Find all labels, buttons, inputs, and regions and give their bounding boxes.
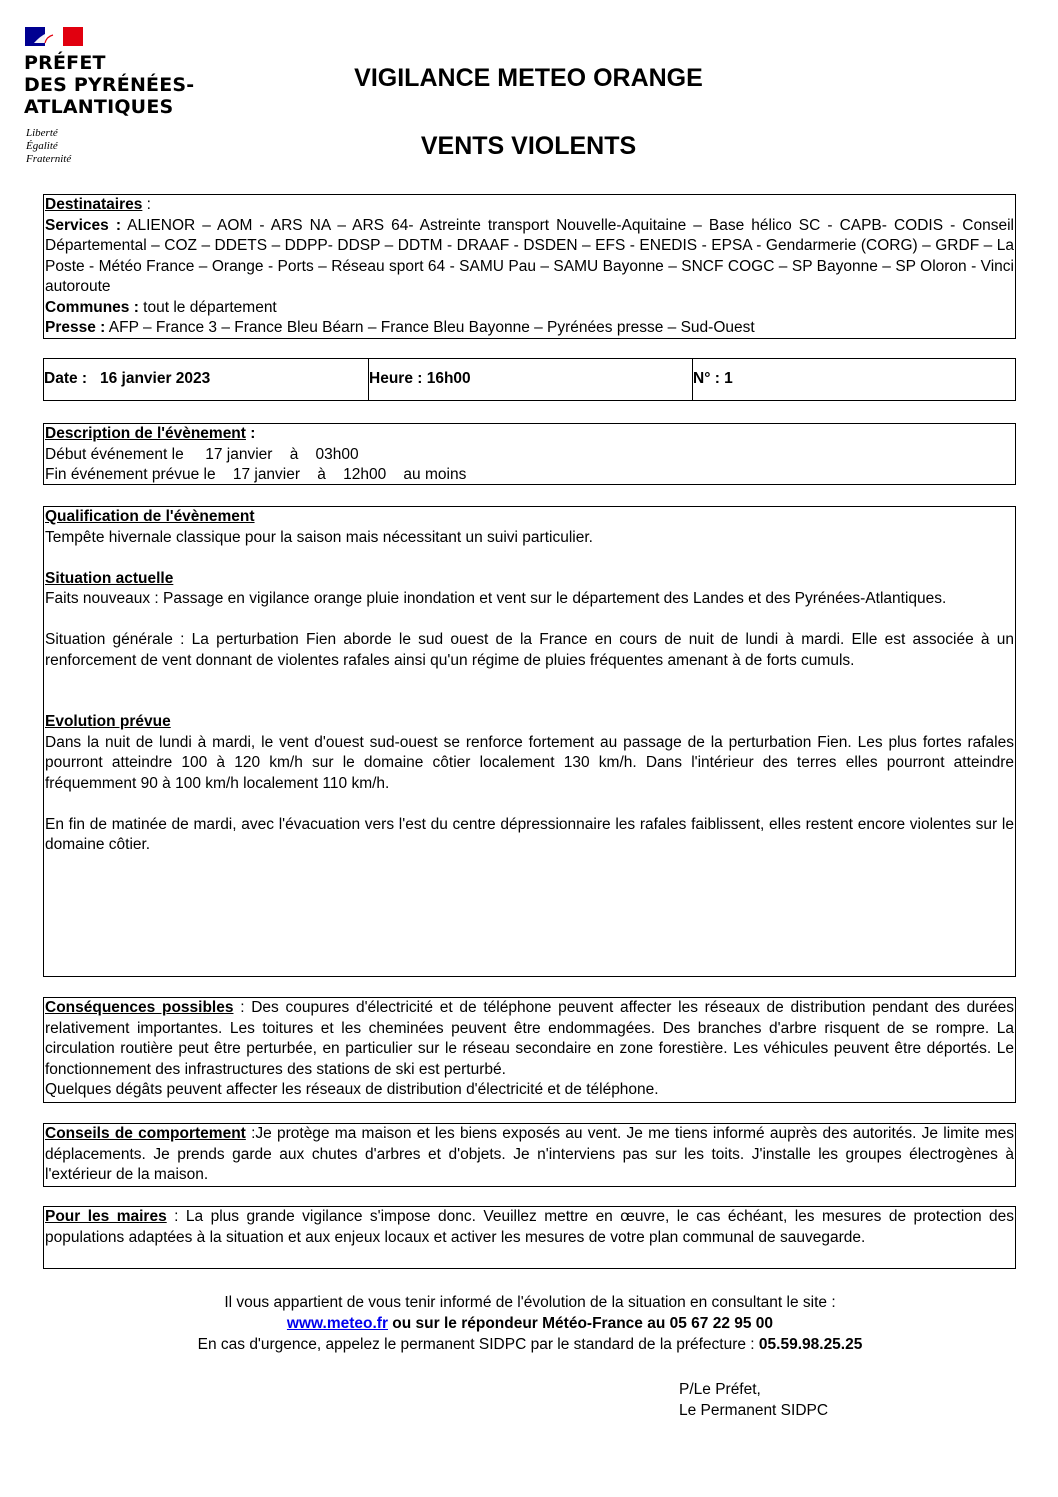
event-end: Fin événement prévue le 17 janvier à 12h00 au moins	[45, 466, 467, 483]
evolution-heading: Evolution prévue	[45, 713, 171, 730]
meteo-link[interactable]: www.meteo.fr	[286, 1315, 388, 1332]
services-label: Services :	[45, 216, 121, 234]
mayors-heading: Pour les maires	[45, 1208, 167, 1225]
signature-block	[679, 1379, 828, 1421]
consequences-text-2: Quelques dégâts peuvent affecter les réseaux de distribution d'électricité et de téléphone.	[45, 1081, 659, 1098]
consequences-heading: Conséquences possibles	[45, 999, 234, 1016]
event-qualification-box	[43, 506, 1016, 977]
bulletin-number: N° : 1	[693, 370, 733, 388]
qualification-heading: Qualification de l'évènement	[45, 508, 255, 525]
description-heading: Description de l'évènement	[45, 425, 246, 442]
situation-generale-text: Situation générale : La perturbation Fien aborde le sud ouest de la France en cours de nuit de lundi à mardi. Elle est associée à un renforcement de vent donnant de violentes rafales ainsi qu'un régime de pluies fréquentes amenant à de forts cumuls.	[45, 631, 1014, 669]
page-subtitle: VENTS VIOLENTS	[420, 132, 637, 160]
signature-line-1: P/Le Préfet,	[679, 1381, 761, 1398]
advice-box	[43, 1123, 1016, 1187]
mayors-text: : La plus grande vigilance s'impose donc. Veuillez mettre en œuvre, le cas échéant, les mesures de protection des populations adaptées à la situation et aux enjeux locaux et activer les mesures de votre plan communal de sauvegarde.	[45, 1208, 1015, 1246]
signature-line-2: Le Permanent SIDPC	[679, 1402, 829, 1419]
marianne-icon	[32, 30, 54, 44]
page-title: VIGILANCE METEO ORANGE	[354, 64, 703, 92]
republic-flag-logo	[25, 27, 83, 46]
advice-text: :Je protège ma maison et les biens exposés au vent. Je me tiens informé auprès des autorités. Je limite mes déplacements. Je prends garde aux chutes d'arbres et d'objets. Je n'interviens pas sur les toits. J'installe les groupes électrogènes à l'extérieur de la maison.	[45, 1125, 1014, 1183]
prefecture-phone: 05.59.98.25.25	[758, 1336, 863, 1353]
communes-label: Communes :	[45, 298, 139, 316]
prefecture-name: PRÉFET DES PYRÉNÉES- ATLANTIQUES	[24, 52, 195, 118]
presse-label: Presse :	[45, 319, 106, 336]
evolution-text-1: Dans la nuit de lundi à mardi, le vent d'ouest sud-ouest se renforce fortement au passage de la perturbation Fien. Les plus fortes rafales pourront atteindre 100 à 120 km/h sur le domaine côtier localement 130 km/h. Dans l'intérieur des terres elles pourront atteindre fréquemment 90 à 100 km/h localement 110 km/h.	[45, 733, 1014, 792]
consequences-text: : Des coupures d'électricité et de téléphone peuvent affecter les réseaux de distribution pendant des durées relativement importantes. Les toitures et les cheminées peuvent être endommagées. Des branches d'arbre risquent de se rompre. La circulation routière peut être perturbée, en particulier sur le réseau secondaire en zone forestière. Les véhicules peuvent être déportés. Le fonctionnement des infrastructures des stations de ski est perturbé.	[45, 999, 1015, 1078]
services-list: ALIENOR – AOM - ARS NA – ARS 64- Astreinte transport Nouvelle-Aquitaine – Base hélico SC - CAPB- CODIS - Conseil Départemental – COZ – DDETS – DDPP- DDSP – DDTM - DRAAF - DSDEN – EFS - ENEDIS - EPSA - Gendarmerie (CORG) – GRDF – La Poste - Météo France – Orange - Ports – Réseau sport 64 - SAMU Pau – SAMU Bayonne – SNCF COGC – SP Bayonne – SP Oloron - Vinci autoroute	[45, 216, 1014, 295]
faits-nouveaux-text: Faits nouveaux : Passage en vigilance orange pluie inondation et vent sur le département des Landes et des Pyrénées-Atlantiques.	[45, 590, 947, 607]
event-description-box: Description de l'évènement : Début événement le 17 janvier à 03h00 Fin événement prévue le 17 janvier à 12h00 au moins	[43, 423, 1016, 485]
mayors-box	[43, 1206, 1016, 1269]
bulletin-time: Heure : 16h00	[369, 359, 693, 400]
advice-heading: Conseils de comportement	[45, 1125, 246, 1142]
evolution-text-2: En fin de matinée de mardi, avec l'évacuation vers l'est du centre dépressionnaire les rafales faiblissent, elles restent encore violentes sur le domaine côtier.	[45, 815, 1014, 853]
presse-list: AFP – France 3 – France Bleu Béarn – France Bleu Bayonne – Pyrénées presse – Sud-Ouest	[105, 319, 755, 336]
footer-line-3: En cas d'urgence, appelez le permanent SIDPC par le standard de la préfecture :	[197, 1336, 759, 1353]
bulletin-date: Date : 16 janvier 2023	[44, 359, 369, 400]
communes-value: tout le département	[138, 298, 277, 316]
footer-line-1: Il vous appartient de vous tenir informé de l'évolution de la situation en consultant le site :	[224, 1294, 836, 1311]
event-start: Début événement le 17 janvier à 03h00	[45, 445, 359, 463]
bulletin-meta-row	[43, 358, 1016, 401]
recipients-box	[43, 194, 1016, 339]
situation-heading: Situation actuelle	[45, 569, 174, 587]
recipients-heading: Destinataires	[45, 196, 143, 213]
republic-motto: Liberté Égalité Fraternité	[26, 127, 72, 165]
recipients-text: Destinataires : Services : ALIENOR – AOM - ARS NA – ARS 64- Astreinte transport Nouvelle-Aquitaine – Base hélico SC - CAPB- CODIS - Conseil Départemental – COZ – DDETS – DDPP- DDSP – DDTM - DRAAF - DSDEN – EFS - ENEDIS - EPSA - Gendarmerie (CORG) – GRDF – La Poste - Météo France – Orange - Ports – Réseau sport 64 - SAMU Pau – SAMU Bayonne – SNCF COGC – SP Bayonne – SP Oloron - Vinci autoroute Communes : tout le département Presse : AFP – France 3 – France Bleu Béarn – France Bleu Bayonne – Pyrénées presse – Sud-Ouest	[45, 196, 1014, 336]
footer-info	[100, 1292, 960, 1355]
qualification-text: Tempête hivernale classique pour la saison mais nécessitant un suivi particulier.	[45, 528, 593, 546]
consequences-box	[43, 997, 1016, 1103]
footer-phone-line: ou sur le répondeur Météo-France au 05 67 22 95 00	[387, 1315, 774, 1332]
